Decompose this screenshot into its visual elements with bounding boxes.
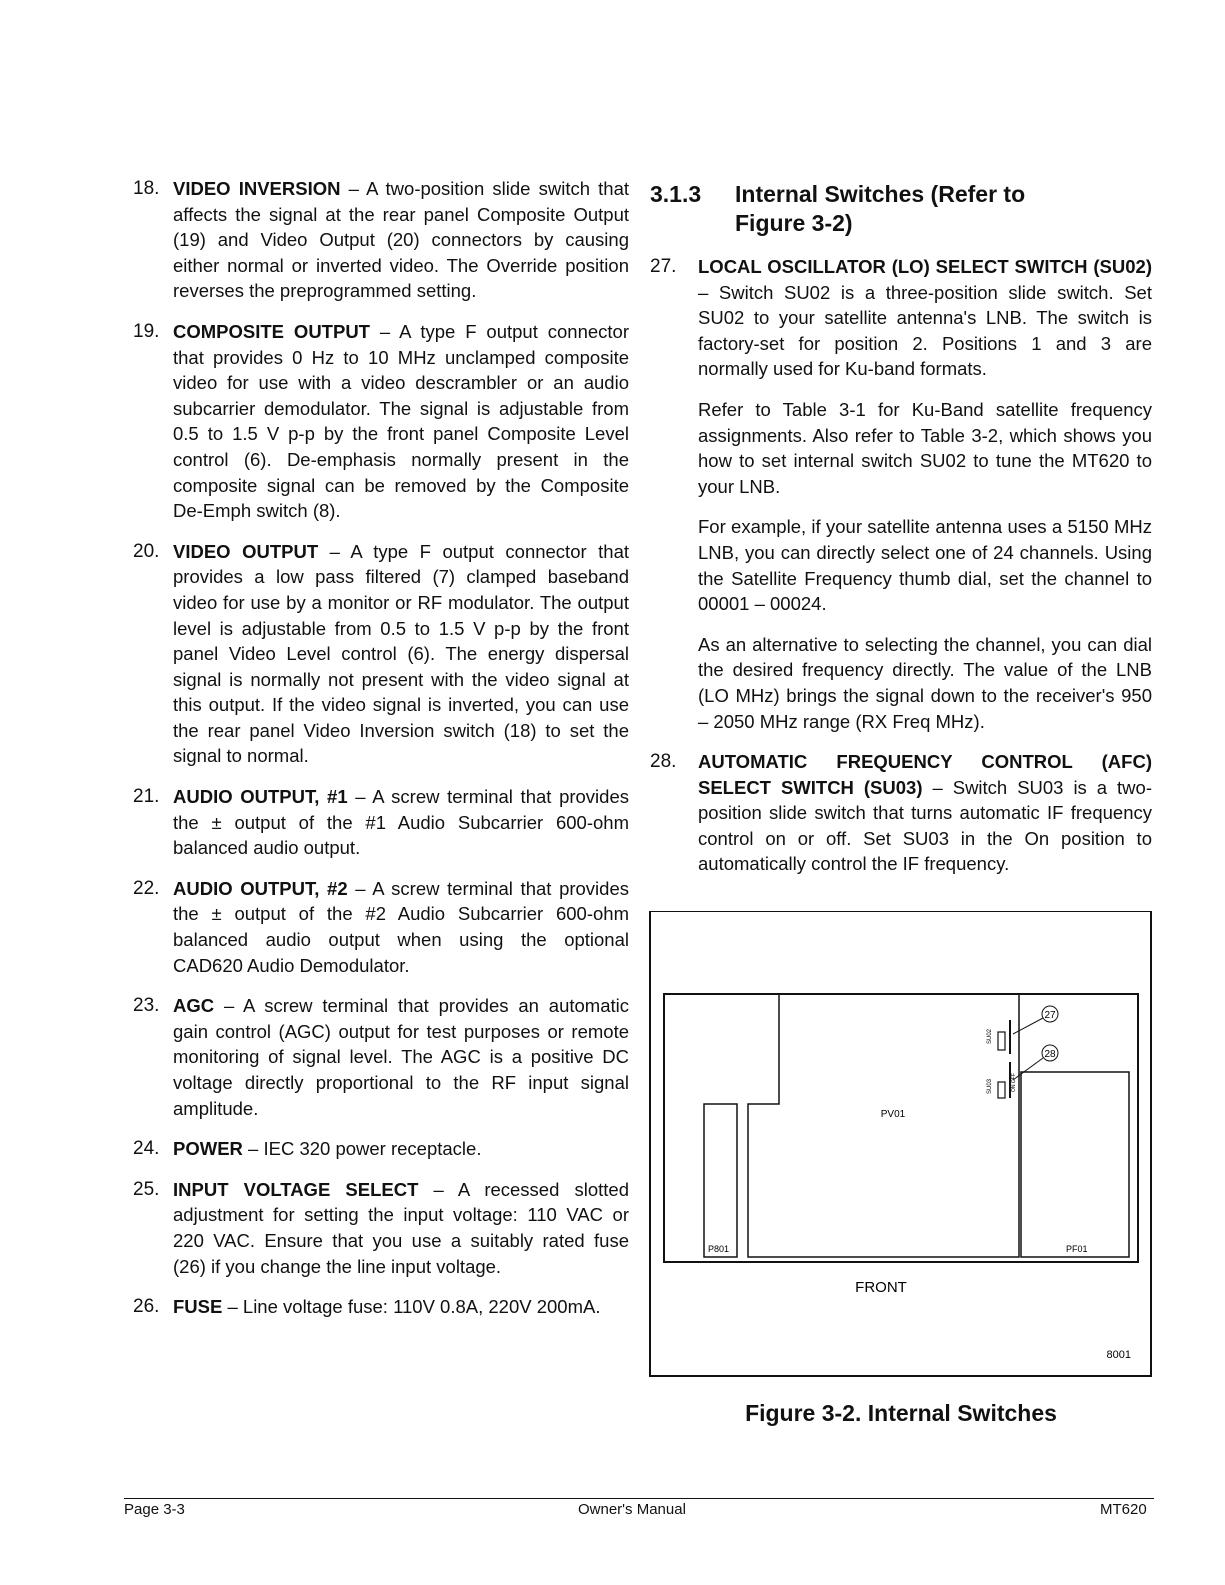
section-heading [650, 180, 1152, 238]
item-title: AUDIO OUTPUT, #1 [173, 786, 348, 808]
list-item-27 [650, 254, 1152, 382]
item-number: 22. [133, 877, 160, 899]
callout-27-label: 27 [1044, 1010, 1056, 1021]
list-item-23 [133, 993, 629, 1121]
item-title: VIDEO INVERSION [173, 178, 341, 199]
list-item-20 [133, 539, 629, 769]
p801-label: P801 [708, 1244, 730, 1254]
left-column [133, 176, 629, 1335]
list-item-24 [133, 1136, 629, 1162]
item-title: AGC [173, 995, 215, 1017]
item-text: – Switch SU02 is a three-position slide switch. Set SU02 to your satellite antenna's LNB. The switch is factory-set for position 2. Positions 1 and 3 are normally used for Ku-band formats. [698, 281, 1152, 380]
section-title: Internal Switches (Refer to Figure 3-2) [735, 181, 1026, 236]
item-number: 20. [133, 540, 160, 562]
list-item-21 [133, 784, 629, 861]
list-item-26 [133, 1294, 629, 1320]
item-title: INPUT VOLTAGE SELECT [173, 1178, 419, 1200]
item-title: FUSE [173, 1296, 223, 1318]
item-number: 25. [133, 1178, 160, 1200]
su02-switch [998, 1032, 1005, 1050]
board-outline [664, 994, 1138, 1262]
paragraph: Refer to Table 3-1 for Ku-Band satellite frequency assignments. Also refer to Table 3-2, which shows you how to set internal switch SU02 to tune the MT620 to your LNB. [698, 398, 1152, 497]
figure-code: 8001 [1106, 1349, 1131, 1361]
pf01-label: PF01 [1066, 1244, 1088, 1254]
item-number: 18. [133, 178, 160, 199]
pf01-outline [1021, 1072, 1129, 1257]
section-number: 3.1.3 [650, 181, 702, 207]
pv01-outline [748, 994, 1019, 1257]
item-27-paragraphs [650, 397, 1152, 734]
footer-model: MT620 [1100, 1501, 1147, 1518]
item-text: – A recessed slotted adjustment for setting the input voltage: 110 VAC or 220 VAC. Ensure that you use a suitably rated fuse (26) if you change the line input voltage. [173, 1178, 630, 1277]
item-title: COMPOSITE OUTPUT [173, 320, 370, 342]
footer-divider [124, 1498, 1154, 1499]
pv01-label: PV01 [880, 1109, 906, 1120]
list-item-25 [133, 1177, 629, 1279]
list-item-28 [650, 749, 1152, 877]
p801-outline [704, 1104, 737, 1257]
list-item-19 [133, 319, 629, 524]
su02-label: SU02 [987, 1028, 993, 1044]
front-label: FRONT [855, 1279, 907, 1296]
list-item-22 [133, 876, 629, 978]
item-title: AUTOMATIC FREQUENCY CONTROL (AFC) SELECT SWITCH (SU03) [698, 751, 1152, 798]
on-off-label: ON OFF [1011, 1073, 1017, 1092]
item-text: – A type F output connector that provides 0 Hz to 10 MHz unclamped composite video for use with a video descrambler or an audio subcarrier demodulator. The signal is adjustable from 0.5 to 1.5 V p-p by the front panel Composite Level control (6). De-emphasis normally present in the composite signal can be removed by the Composite De-Emph switch (8). [173, 320, 630, 522]
item-number: 21. [133, 786, 160, 808]
item-text: – A screw terminal that provides an automatic gain control (AGC) output for test purposes or remote monitoring of signal level. The AGC is a positive DC voltage directly proportional to the RF input signal amplitude. [173, 995, 629, 1119]
footer-title: Owner's Manual [578, 1501, 686, 1518]
callout-28-label: 28 [1044, 1049, 1056, 1060]
item-text: – Line voltage fuse: 110V 0.8A, 220V 200mA. [222, 1296, 601, 1318]
paragraph: As an alternative to selecting the channel, you can dial the desired frequency directly. The value of the LNB (LO MHz) brings the signal down to the receiver's 950 – 2050 MHz range (RX Freq MHz). [698, 633, 1152, 732]
footer-page-number: Page 3-3 [124, 1501, 185, 1518]
paragraph: For example, if your satellite antenna uses a 5150 MHz LNB, you can directly select one of 24 channels. Using the Satellite Frequency thumb dial, set the channel to 00001 – 00024. [698, 516, 1152, 615]
su02-scale [1009, 1020, 1011, 1054]
item-title: LOCAL OSCILLATOR (LO) SELECT SWITCH (SU02) [698, 256, 1152, 277]
su03-label: SU03 [987, 1078, 993, 1094]
item-text: – A two-position slide switch that affects the signal at the rear panel Composite Output (19) and Video Output (20) connectors by causing either normal or inverted video. The Override position reverses the preprogrammed setting. [173, 178, 629, 302]
item-number: 27. [650, 256, 677, 277]
item-number: 24. [133, 1138, 160, 1160]
callout-27-leader [1013, 1018, 1043, 1034]
internal-switches-diagram [651, 912, 1152, 1376]
list-item-18 [133, 176, 629, 304]
item-text: – A screw terminal that provides the ± output of the #2 Audio Subcarrier 600-ohm balanced audio output when using the optional CAD620 Audio Demodulator. [173, 877, 629, 976]
item-number: 19. [133, 320, 160, 342]
item-text: – A type F output connector that provides a low pass filtered (7) clamped baseband video for use by a monitor or RF modulator. The output level is adjustable from 0.5 to 1.5 V p-p by the front panel Video Level control (6). The energy dispersal signal is normally not present with the video signal at this output. If the video signal is inverted, you can use the rear panel Video Inversion switch (18) to set the signal to normal. [173, 540, 629, 767]
item-text: – Switch SU03 is a two-position slide switch that turns automatic IF frequency control on or off. Set SU03 in the On position to automatically control the IF frequency. [698, 776, 1152, 875]
figure-caption: Figure 3-2. Internal Switches [745, 1400, 1057, 1426]
item-number: 26. [133, 1296, 160, 1318]
callout-28-leader [1013, 1058, 1043, 1080]
item-text: – IEC 320 power receptacle. [242, 1138, 482, 1160]
item-title: POWER [173, 1138, 243, 1160]
item-title: AUDIO OUTPUT, #2 [173, 877, 348, 899]
right-column [650, 176, 1152, 892]
item-number: 28. [650, 751, 677, 773]
su03-switch [998, 1082, 1005, 1098]
figure-3-2 [649, 911, 1152, 1377]
item-text: – A screw terminal that provides the ± output of the #1 Audio Subcarrier 600-ohm balanced audio output. [173, 786, 629, 859]
item-title: VIDEO OUTPUT [173, 540, 319, 562]
item-number: 23. [133, 995, 160, 1017]
